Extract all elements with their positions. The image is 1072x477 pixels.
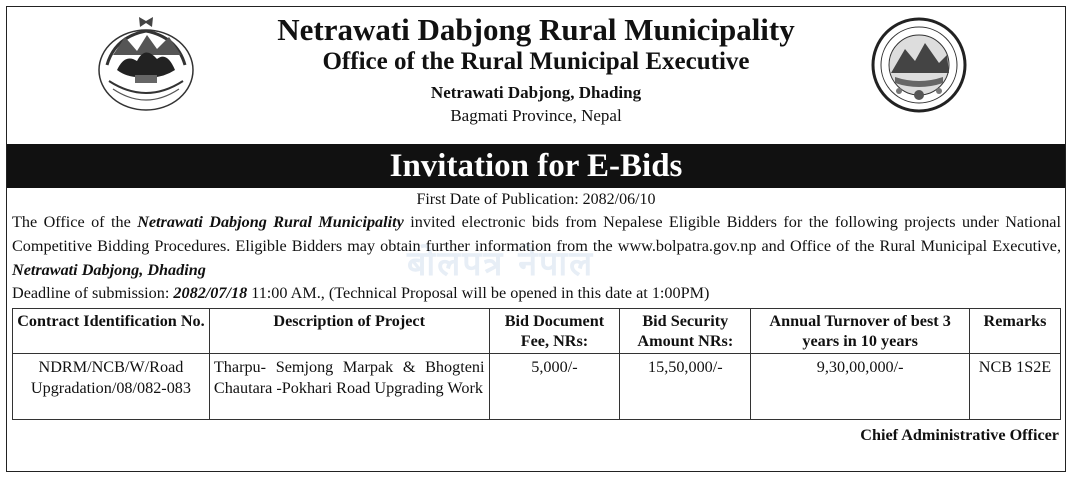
bid-notice: [6, 6, 1066, 472]
header-fee: Bid Document Fee, NRs:: [489, 309, 620, 354]
signatory: Chief Administrative Officer: [860, 426, 1059, 444]
notice-body: [7, 210, 1065, 282]
header-remarks: Remarks: [970, 309, 1061, 354]
bids-table: [12, 308, 1061, 420]
cell-remarks: NCB 1S2E: [970, 354, 1061, 420]
location-emphasis: Netrawati Dabjong, Dhading: [12, 261, 206, 279]
header-turnover: Annual Turnover of best 3 years in 10 years: [751, 309, 970, 354]
cell-security: 15,50,000/-: [620, 354, 751, 420]
body-text-1: The Office of the: [12, 213, 138, 231]
deadline-rest: 11:00 AM., (Technical Proposal will be opened in this date at 1:00PM): [247, 284, 710, 302]
cell-turnover: 9,30,00,000/-: [751, 354, 970, 420]
municipality-emphasis: Netrawati Dabjong Rural Municipality: [137, 213, 404, 231]
table-header-row: [13, 309, 1061, 354]
cell-fee: 5,000/-: [489, 354, 620, 420]
watermark: बोलपत्र नेपाल: [407, 244, 595, 284]
publication-date: First Date of Publication: 2082/06/10: [416, 191, 656, 208]
header-description: Description of Project: [209, 309, 489, 354]
nepal-emblem-icon: [95, 15, 197, 115]
header-security: Bid Security Amount NRs:: [620, 309, 751, 354]
notice-header: [7, 7, 1065, 144]
submission-deadline: [7, 282, 1065, 305]
deadline-date: 2082/07/18: [173, 284, 248, 302]
deadline-label: Deadline of submission:: [12, 284, 174, 302]
cell-description: Tharpu- Semjong Marpak & Bhogteni Chautara -Pokhari Road Upgrading Work: [209, 354, 489, 420]
location-line: Netrawati Dabjong, Dhading: [430, 83, 642, 102]
body-text-2: invited electronic bids from Nepalese Eligible Bidders for the following projects under National Competitive Bidding Procedures. Eligible Bidders may obtain further information from the www.bolpatra.gov.np and Office of the Rural Municipal Executive,: [12, 213, 1061, 255]
cell-contract-no: NDRM/NCB/W/Road Upgradation/08/082-083: [13, 354, 210, 420]
header-contract-no: Contract Identification No.: [13, 309, 210, 354]
table-row: [13, 354, 1061, 420]
notice-title: Invitation for E-Bids: [7, 144, 1065, 188]
municipality-seal-icon: [869, 15, 969, 115]
municipality-name: Netrawati Dabjong Rural Municipality: [277, 12, 795, 47]
office-name: Office of the Rural Municipal Executive: [322, 48, 750, 75]
province-line: Bagmati Province, Nepal: [450, 106, 622, 125]
